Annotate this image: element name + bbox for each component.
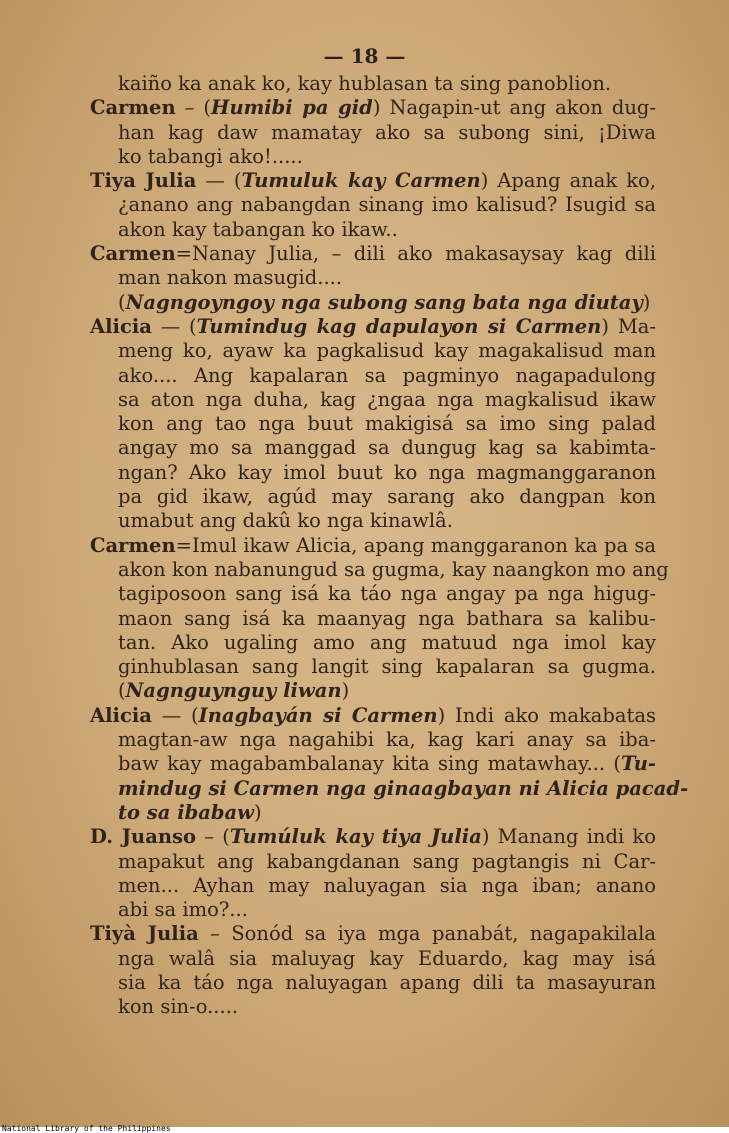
dialogue-text: ) Apang anak ko, — [480, 169, 656, 193]
speaker-name: Carmen — [90, 533, 176, 557]
stage-direction: mindug si Carmen nga ginaagbayan ni Alicia pacad- — [118, 776, 689, 800]
text-line — [90, 339, 656, 363]
text-line — [90, 145, 656, 169]
dialogue-text: =Imul ikaw Alicia, apang manggaranon ka pa sa — [175, 533, 656, 557]
dialogue-text: akon kon nabanungud sa gugma, kay naangkon mo ang — [118, 557, 669, 581]
dialogue-text: ngan? Ako kay imol buut ko nga magmanggaranon — [118, 460, 656, 484]
dialogue-text: ( — [118, 290, 126, 314]
stage-direction: Humibi pa gid — [211, 96, 373, 120]
dialogue-text: ) — [642, 290, 651, 314]
dialogue-text: ginhublasan sang langit sing kapalaran sa gugma. — [118, 655, 656, 679]
text-line — [90, 169, 656, 193]
text-line — [90, 364, 656, 388]
dialogue-text: tan. Ako ugaling amo ang matuud nga imol kay — [118, 630, 656, 654]
dialogue-text: man nakon masugid.... — [118, 266, 343, 290]
dialogue-paragraph — [90, 242, 656, 291]
dialogue-text: ) — [341, 679, 350, 703]
dialogue-text: ¿anano ang nabangdan sinang imo kalisud? Isugid sa — [118, 193, 656, 217]
dialogue-text: ) Manang indi ko — [481, 825, 656, 849]
dialogue-paragraph — [90, 169, 656, 242]
text-line — [90, 582, 656, 606]
dialogue-paragraph — [90, 291, 656, 315]
stage-direction: Inagbayán si Carmen — [198, 703, 438, 727]
dialogue-paragraph — [90, 703, 689, 825]
dialogue-text: nga walâ sia maluyag kay Eduardo, kag may isá — [118, 946, 656, 970]
text-line — [90, 461, 656, 485]
dialogue-text: mapakut ang kabangdanan sang pagtangis ni Car- — [118, 849, 656, 873]
text-line — [90, 266, 656, 290]
text-line — [90, 291, 656, 315]
text-line — [90, 947, 656, 971]
dialogue-paragraph — [90, 825, 656, 922]
speaker-name: Carmen — [90, 242, 176, 266]
dialogue-text: men... Ayhan may naluyagan sia nga iban; anano — [118, 873, 656, 897]
text-line — [90, 679, 656, 703]
text-line — [90, 96, 656, 120]
speaker-name: Carmen — [90, 96, 176, 120]
stage-direction: Nagngoyngoy nga subong sang bata nga diutay — [125, 290, 643, 314]
text-line — [90, 218, 656, 242]
text-line — [90, 412, 656, 436]
text-line — [90, 242, 656, 266]
text-line — [90, 655, 656, 679]
speaker-name: D. Juanso — [90, 825, 197, 849]
text-line — [90, 776, 689, 801]
text-line — [90, 607, 656, 631]
dialogue-text: han kag daw mamatay ako sa subong sini, ¡Diwa — [118, 120, 656, 144]
dialogue-text: =Nanay Julia, – dili ako makasaysay kag dili — [175, 242, 656, 266]
dialogue-text: – ( — [196, 825, 230, 849]
stage-direction: Tu- — [621, 752, 656, 776]
text-line — [90, 557, 669, 582]
text-line — [90, 898, 656, 922]
dialogue-text: angay mo sa manggad sa dungug kag sa kabimta- — [118, 436, 656, 460]
text-line — [90, 728, 656, 752]
page-number: — 18 — — [323, 44, 406, 68]
dialogue-text: abi sa imo?... — [118, 898, 248, 922]
dialogue-text: tagiposoon sang isá ka táo nga angay pa nga higug- — [118, 582, 656, 606]
dialogue-text: ) Indi ako makabatas — [437, 703, 656, 727]
text-line — [90, 995, 656, 1019]
text-line — [90, 193, 656, 217]
stage-direction: Nagnguynguy liwan — [125, 679, 342, 703]
dialogue-text: — ( — [151, 703, 199, 727]
text-line — [90, 388, 656, 412]
page-text-block — [90, 72, 689, 1020]
dialogue-text: ako.... Ang kapalaran sa pagminyo nagapadulong — [118, 363, 656, 387]
dialogue-text: ( — [118, 679, 126, 703]
text-line — [90, 315, 656, 339]
text-line — [90, 971, 656, 995]
library-footer: National Library of the Philippines — [2, 1124, 171, 1133]
text-line — [90, 825, 656, 849]
dialogue-text: kon ang tao nga buut makigisá sa imo sing palad — [118, 412, 656, 436]
text-line — [90, 874, 656, 898]
text-line — [90, 121, 656, 145]
dialogue-text: ) — [253, 800, 262, 824]
dialogue-text: umabut ang dakû ko nga kinawlâ. — [118, 509, 453, 533]
dialogue-text: – Sonód sa iya mga panabát, nagapakilala — [198, 922, 656, 946]
dialogue-text: sa aton nga duha, kag ¿ngaa nga magkalisud ikaw — [118, 387, 656, 411]
speaker-name: Tiyà Julia — [90, 922, 199, 946]
dialogue-text: akon kay tabangan ko ikaw.. — [118, 217, 398, 241]
text-line — [90, 631, 656, 655]
dialogue-paragraph — [90, 922, 656, 1019]
dialogue-paragraph — [90, 96, 656, 169]
dialogue-text: magtan-aw nga nagahibi ka, kag kari anay sa iba- — [118, 728, 656, 752]
stage-direction: to sa ibabaw — [118, 800, 254, 824]
dialogue-paragraph — [90, 315, 656, 534]
speaker-name: Tiya Julia — [90, 169, 197, 193]
dialogue-text: — ( — [151, 314, 197, 338]
stage-direction: Tumindug kag dapulayon si Carmen — [196, 314, 602, 338]
stage-direction: Tumuluk kay Carmen — [241, 169, 481, 193]
text-line — [90, 436, 656, 460]
dialogue-paragraph — [90, 533, 669, 704]
speaker-name: Alicia — [90, 703, 152, 727]
dialogue-text: maon sang isá ka maanyag nga bathara sa kalibu- — [118, 606, 656, 630]
dialogue-text: ) Ma- — [601, 314, 656, 338]
text-line — [90, 485, 656, 509]
dialogue-text: kaiño ka anak ko, kay hublasan ta sing panoblion. — [118, 72, 612, 95]
text-line — [90, 752, 656, 776]
text-line — [90, 922, 656, 946]
stage-direction: Tumúluk kay tiya Julia — [229, 825, 482, 849]
dialogue-text: baw kay magabambalanay kita sing matawhay... ( — [118, 752, 621, 776]
text-line — [90, 72, 656, 96]
dialogue-text: meng ko, ayaw ka pagkalisud kay magakalisud man — [118, 339, 656, 363]
dialogue-text: sia ka táo nga naluyagan apang dili ta masayuran — [118, 970, 656, 994]
dialogue-text: — ( — [196, 169, 242, 193]
dialogue-text: ) Nagapin-ut ang akon dug- — [372, 96, 656, 120]
text-line — [90, 509, 656, 533]
dialogue-text: – ( — [175, 96, 212, 120]
dialogue-paragraph — [90, 72, 656, 96]
dialogue-text: pa gid ikaw, agúd may sarang ako dangpan kon — [118, 485, 656, 509]
text-line — [90, 704, 656, 728]
speaker-name: Alicia — [90, 314, 152, 338]
dialogue-text: ko tabangi ako!..... — [118, 144, 303, 168]
text-line — [90, 801, 656, 825]
text-line — [90, 534, 656, 558]
text-line — [90, 850, 656, 874]
dialogue-text: kon sin-o..... — [118, 995, 239, 1019]
